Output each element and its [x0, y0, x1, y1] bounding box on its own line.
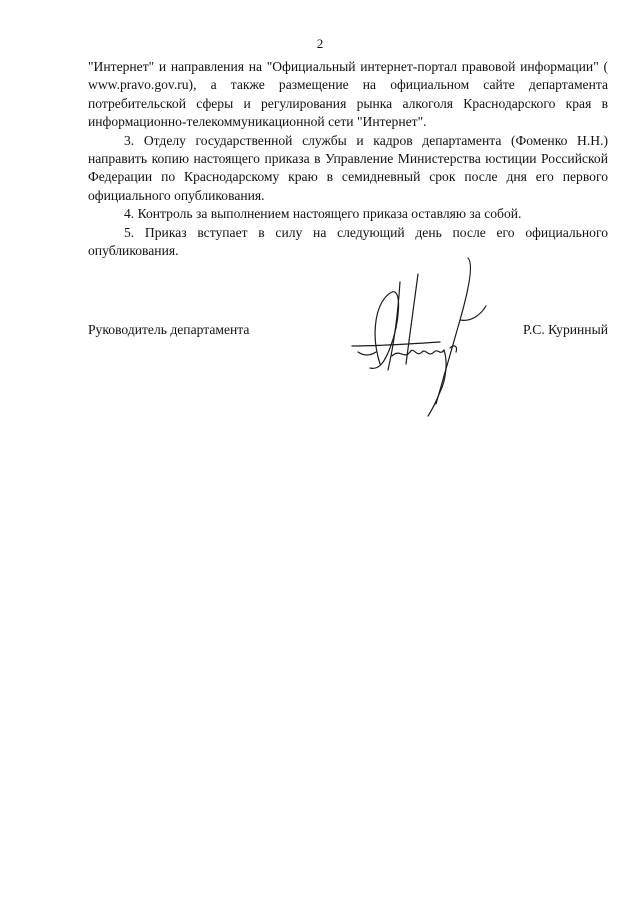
paragraph-item-5: 5. Приказ вступает в силу на следующий день после его официального опубликования. [88, 224, 608, 259]
paragraph-continuation: "Интернет" и направления на "Официальный интернет-портал правовой информации" ( www.pravo.gov.ru), а также размещение на официальном сайте департамента потребительской сферы и регулирования рынка алкоголя Краснодарского края в информационно-телекоммуникационной сети "Интернет". [88, 59, 608, 130]
page-number: 2 [316, 36, 324, 51]
paragraph-item-4: 4. Контроль за выполнением настоящего приказа оставляю за собой. [124, 206, 522, 222]
signatory-position: Руководитель департамента [88, 322, 250, 337]
document-body [88, 58, 608, 260]
signature-block [88, 322, 608, 342]
paragraph-item-3: 3. Отделу государственной службы и кадров департамента (Фоменко Н.Н.) направить копию настоящего приказа в Управление Министерства юстиции Российской Федерации по Краснодарскому краю в семидневный срок после дня его первого официального опубликования. [88, 132, 608, 203]
signatory-name: Р.С. Куринный [523, 322, 608, 337]
